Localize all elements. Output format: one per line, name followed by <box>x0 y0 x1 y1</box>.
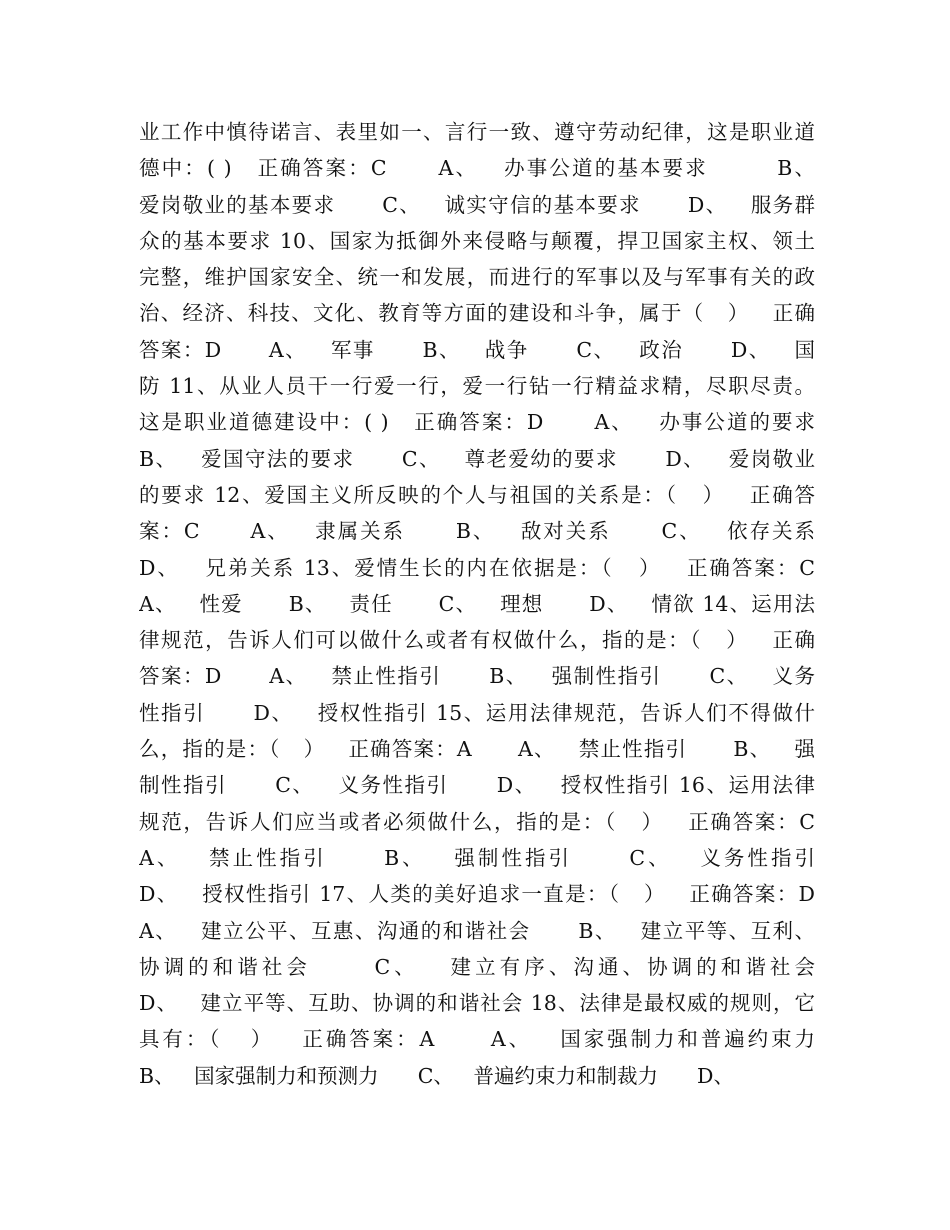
text-line: A、 禁止性指引 B、 强制性指引 C、 义务性指引 <box>139 845 815 870</box>
text-line: 众的基本要求 10、国家为抵御外来侵略与颠覆，捍卫国家主权、领土 <box>139 228 815 253</box>
text-line: 性指引 D、 授权性指引 15、运用法律规范，告诉人们不得做什 <box>139 700 815 725</box>
text-line: 爱岗敬业的基本要求 C、 诚实守信的基本要求 D、 服务群 <box>139 192 815 217</box>
document-body-text <box>139 114 815 1094</box>
text-line-last: B、 国家强制力和预测力 C、 普遍约束力和制裁力 D、 <box>139 1063 734 1088</box>
text-line: 么，指的是：（ ） 正确答案：A A、 禁止性指引 B、 强 <box>139 737 815 762</box>
text-line: 案：C A、 隶属关系 B、 敌对关系 C、 依存关系 <box>139 519 815 544</box>
text-line: 律规范，告诉人们可以做什么或者有权做什么，指的是：（ ） 正确 <box>139 628 815 653</box>
text-line: 制性指引 C、 义务性指引 D、 授权性指引 16、运用法律 <box>139 773 815 798</box>
text-line: 防 11、从业人员干一行爱一行，爱一行钻一行精益求精，尽职尽责。 <box>139 374 815 399</box>
text-line: 治、经济、科技、文化、教育等方面的建设和斗争，属于（ ） 正确 <box>139 301 815 326</box>
text-line: 业工作中慎待诺言、表里如一、言行一致、遵守劳动纪律，这是职业道 <box>139 120 815 144</box>
text-line: 具有：（ ） 正确答案：A A、 国家强制力和普遍约束力 <box>139 1027 815 1052</box>
text-line: D、 兄弟关系 13、爱情生长的内在依据是：（ ） 正确答案：C <box>139 555 815 580</box>
text-line: 规范，告诉人们应当或者必须做什么，指的是：（ ） 正确答案：C <box>139 809 815 834</box>
text-line: A、 建立公平、互惠、沟通的和谐社会 B、 建立平等、互利、 <box>139 918 815 943</box>
text-line: 答案：D A、 军事 B、 战争 C、 政治 D、 国 <box>139 337 815 362</box>
text-line: 这是职业道德建设中：( ) 正确答案：D A、 办事公道的要求 <box>139 410 815 435</box>
text-line: 协调的和谐社会 C、 建立有序、沟通、协调的和谐社会 <box>139 954 815 979</box>
text-line: 答案：D A、 禁止性指引 B、 强制性指引 C、 义务 <box>139 664 815 689</box>
text-line: B、 爱国守法的要求 C、 尊老爱幼的要求 D、 爱岗敬业 <box>139 446 815 471</box>
text-line: D、 建立平等、互助、协调的和谐社会 18、法律是最权威的规则，它 <box>139 991 815 1016</box>
text-line: 的要求 12、爱国主义所反映的个人与祖国的关系是：（ ） 正确答 <box>139 482 815 507</box>
text-line: 德中：( ) 正确答案：C A、 办事公道的基本要求 B、 <box>139 156 815 181</box>
text-line: D、 授权性指引 17、人类的美好追求一直是：（ ） 正确答案：D <box>139 882 815 907</box>
text-line: A、 性爱 B、 责任 C、 理想 D、 情欲 14、运用法 <box>139 591 815 616</box>
text-line: 完整，维护国家安全、统一和发展，而进行的军事以及与军事有关的政 <box>139 265 815 290</box>
